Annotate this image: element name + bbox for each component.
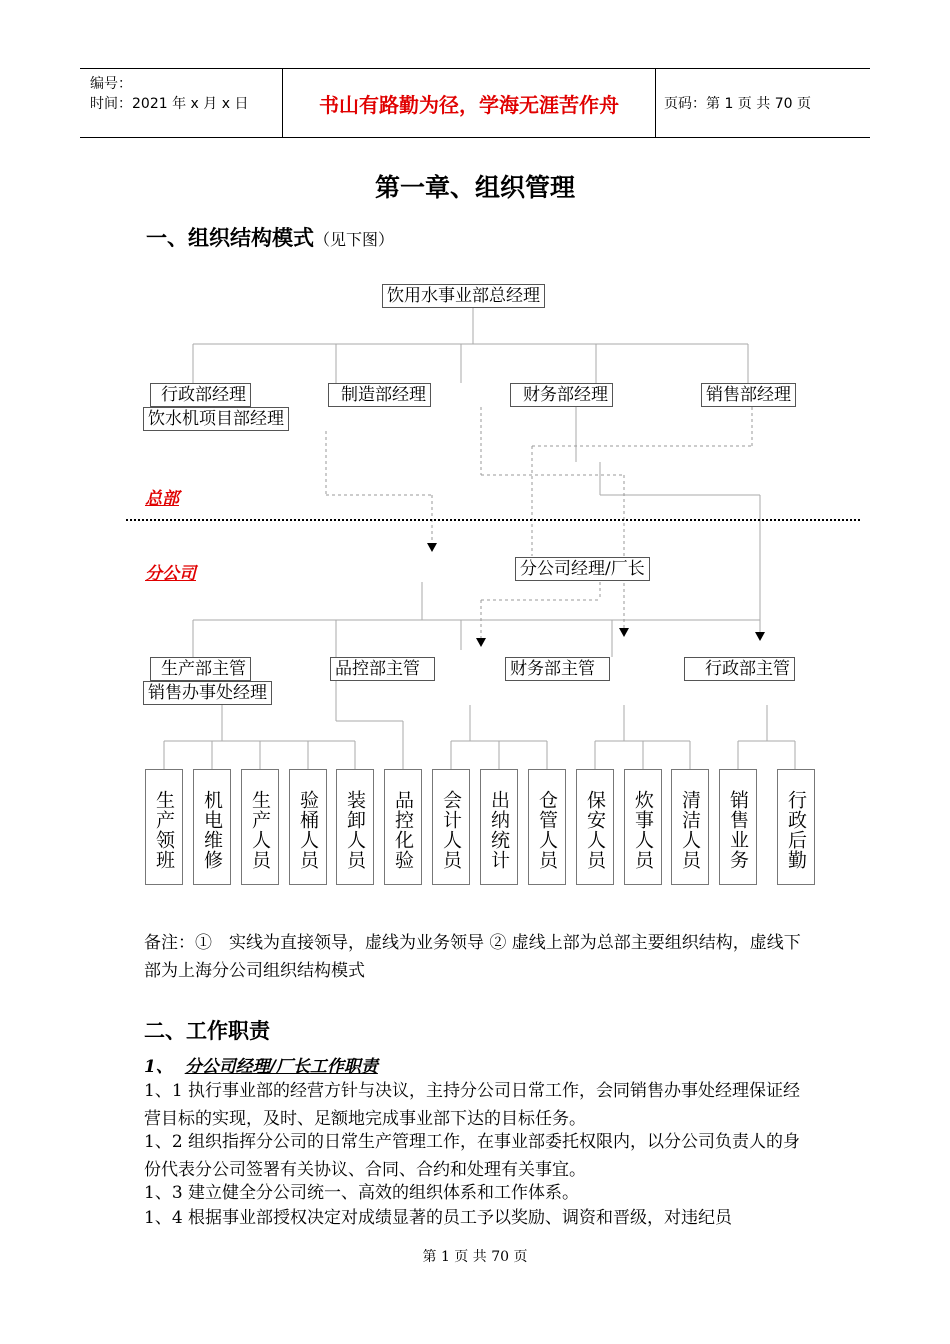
node-qc-supervisor: 品控部主管 — [330, 657, 435, 681]
duty-paragraph: 1、1 执行事业部的经营方针与决议，主持分公司日常工作，会同销售办事处经理保证经营目标的实现，及时、足额地完成事业部下达的目标任务。 — [144, 1081, 801, 1129]
time-label: 时间：2021 年 x 月 x 日 — [90, 96, 249, 112]
node-sales-manager: 销售部经理 — [701, 383, 796, 407]
node-dispenser-project-manager: 饮水机项目部经理 — [143, 407, 289, 431]
duty-paragraph: 1、4 根据事业部授权决定对成绩显著的员工予以奖励、调资和晋级，对违纪员 — [144, 1208, 733, 1228]
node-admin-manager: 行政部经理 — [150, 383, 251, 407]
hq-label: 总部 — [145, 489, 179, 509]
page-footer: 第 1 页 共 70 页 — [422, 1249, 528, 1265]
header-motto: 书山有路勤为径，学海无涯苦作舟 — [282, 69, 656, 137]
staff-box: 清洁人员 — [671, 769, 709, 885]
staff-box: 生产领班 — [145, 769, 183, 885]
branch-label: 分公司 — [145, 564, 196, 584]
subsection-title: 分公司经理/厂长工作职责 — [184, 1057, 378, 1077]
staff-box: 行政后勤 — [777, 769, 815, 885]
staff-box: 生产人员 — [241, 769, 279, 885]
staff-box: 会计人员 — [432, 769, 470, 885]
node-admin-supervisor: 行政部主管 — [684, 657, 795, 681]
node-finance-manager: 财务部经理 — [510, 383, 613, 407]
chapter-title: 第一章、组织管理 — [374, 173, 575, 202]
chart-remark: 备注：① 实线为直接领导，虚线为业务领导 ② 虚线上部为总部主要组织结构，虚线下部为上海分公司组织结构模式 — [144, 933, 801, 981]
node-branch-manager: 分公司经理/厂长 — [515, 557, 650, 581]
staff-box: 机电维修 — [193, 769, 231, 885]
staff-box: 保安人员 — [576, 769, 614, 885]
staff-box: 装卸人员 — [336, 769, 374, 885]
staff-box: 品控化验 — [384, 769, 422, 885]
node-finance-supervisor: 财务部主管 — [505, 657, 610, 681]
staff-box: 出纳统计 — [480, 769, 518, 885]
subsection-number: 1、 — [144, 1057, 173, 1077]
duty-paragraph: 1、2 组织指挥分公司的日常生产管理工作，在事业部委托权限内，以分公司负责人的身份代表分公司签署有关协议、合同、合约和处理有关事宜。 — [144, 1132, 801, 1180]
header-page-info: 页码：第 1 页 共 70 页 — [664, 96, 811, 112]
node-sales-office-manager: 销售办事处经理 — [143, 681, 272, 705]
node-general-manager: 饮用水事业部总经理 — [382, 284, 545, 308]
staff-box: 验桶人员 — [289, 769, 327, 885]
node-production-supervisor: 生产部主管 — [150, 657, 251, 681]
duty-paragraph: 1、3 建立健全分公司统一、高效的组织体系和工作体系。 — [144, 1183, 580, 1203]
staff-box: 销售业务 — [719, 769, 757, 885]
staff-box: 仓管人员 — [528, 769, 566, 885]
section-1-note: （见下图） — [314, 230, 395, 249]
number-label: 编号： — [90, 76, 132, 92]
node-manufacturing-manager: 制造部经理 — [328, 383, 431, 407]
section-1-title: 一、组织结构模式 — [146, 225, 314, 250]
section-2-title: 二、工作职责 — [144, 1018, 270, 1043]
staff-box: 炊事人员 — [624, 769, 662, 885]
subsection-heading — [144, 1052, 378, 1077]
